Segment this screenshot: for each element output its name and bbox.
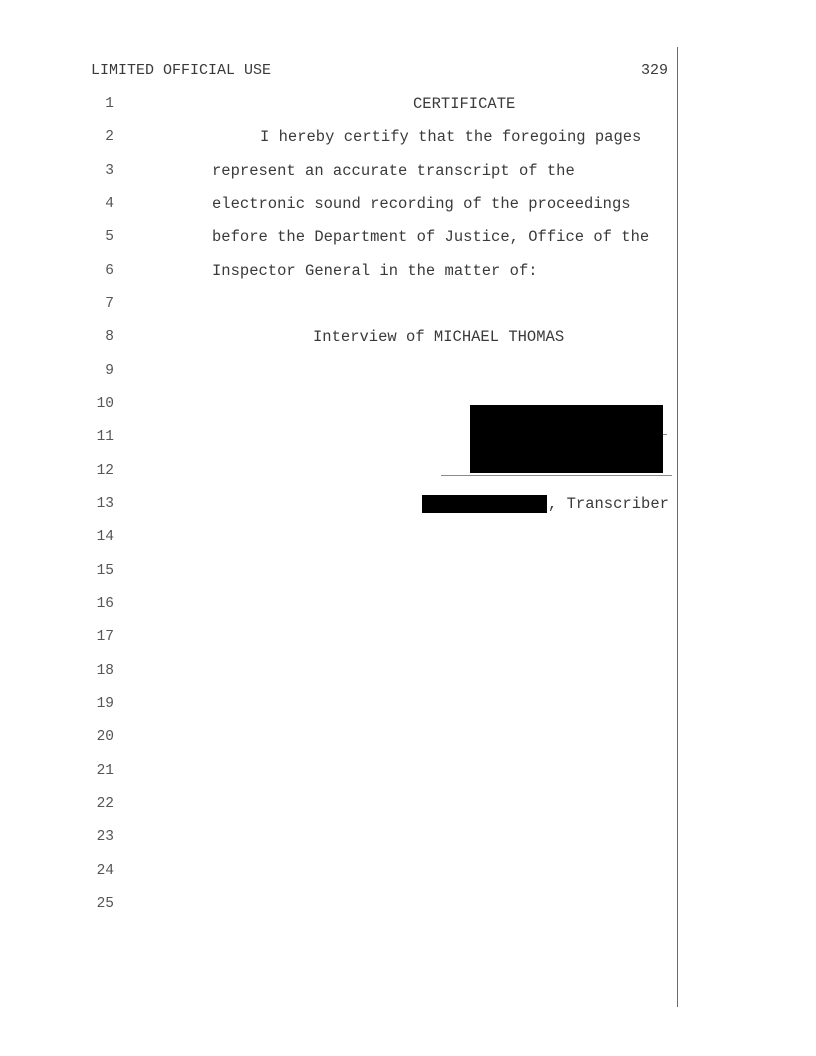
line-number: 18 [96,663,114,679]
certificate-text-line: before the Department of Justice, Office of the [212,228,650,246]
line-number: 17 [96,629,114,645]
certificate-text-line: I hereby certify that the foregoing pages [260,128,642,146]
certificate-text-line: represent an accurate transcript of the [212,162,575,180]
line-number: 5 [105,229,114,245]
line-number: 13 [96,496,114,512]
line-number: 19 [96,696,114,712]
line-number: 20 [96,729,114,745]
signature-redaction [470,405,663,473]
matter-caption: Interview of MICHAEL THOMAS [313,328,565,346]
line-number: 23 [96,829,114,845]
line-number: 8 [105,329,114,345]
certificate-title: CERTIFICATE [413,95,516,113]
line-number: 10 [96,396,114,412]
line-number: 21 [96,763,114,779]
transcriber-label: , Transcriber [548,495,669,513]
line-number: 9 [105,363,114,379]
line-number: 4 [105,196,114,212]
line-number: 6 [105,263,114,279]
certificate-text-line: Inspector General in the matter of: [212,262,538,280]
line-number: 14 [96,529,114,545]
certificate-text-line: electronic sound recording of the proceedings [212,195,631,213]
line-number: 16 [96,596,114,612]
line-number: 25 [96,896,114,912]
line-number: 11 [96,429,114,445]
transcriber-name-redaction [422,495,547,513]
page-number: 329 [640,62,668,79]
line-number: 24 [96,863,114,879]
line-number: 15 [96,563,114,579]
signature-line [441,475,672,476]
line-number: 7 [105,296,114,312]
line-number: 2 [105,129,114,145]
classification-header: LIMITED OFFICIAL USE [91,62,272,79]
right-margin-rule [677,47,678,1007]
line-number: 22 [96,796,114,812]
line-number: 3 [105,163,114,179]
line-number: 12 [96,463,114,479]
line-number: 1 [105,96,114,112]
